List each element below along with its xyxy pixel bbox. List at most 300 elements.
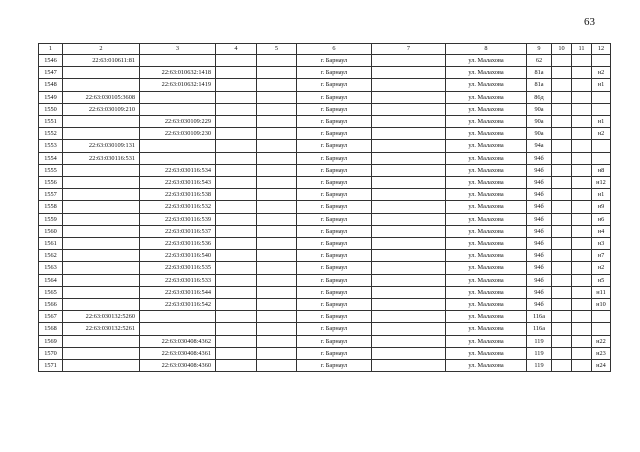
cell-11 xyxy=(572,360,592,372)
house-number: 86д xyxy=(527,91,552,103)
cell-7 xyxy=(372,299,446,311)
cell-11 xyxy=(572,323,592,335)
cadastral-number-premises xyxy=(140,140,216,152)
column-header-8: 8 xyxy=(446,44,527,55)
street: ул. Малахова xyxy=(446,286,527,298)
city: г. Барнаул xyxy=(297,238,372,250)
street: ул. Малахова xyxy=(446,262,527,274)
page-number: 63 xyxy=(584,16,595,28)
room-number: н5 xyxy=(592,274,611,286)
cell-10 xyxy=(552,213,572,225)
cell-10 xyxy=(552,140,572,152)
cell-7 xyxy=(372,250,446,262)
row-number: 1547 xyxy=(39,67,63,79)
house-number: 94б xyxy=(527,201,552,213)
column-header-9: 9 xyxy=(527,44,552,55)
cadastral-number-premises: 22:63:030109:230 xyxy=(140,128,216,140)
cadastral-number-land xyxy=(63,286,140,298)
cell-11 xyxy=(572,299,592,311)
house-number: 116а xyxy=(527,323,552,335)
cell-4 xyxy=(216,299,257,311)
cadastral-number-premises: 22:63:030408:4362 xyxy=(140,335,216,347)
cell-11 xyxy=(572,250,592,262)
row-number: 1548 xyxy=(39,79,63,91)
house-number: 94б xyxy=(527,274,552,286)
city: г. Барнаул xyxy=(297,225,372,237)
cell-5 xyxy=(257,55,297,67)
house-number: 94б xyxy=(527,250,552,262)
table-row xyxy=(39,238,611,250)
house-number: 94б xyxy=(527,238,552,250)
room-number: н8 xyxy=(592,164,611,176)
cell-7 xyxy=(372,323,446,335)
cadastral-number-land xyxy=(63,189,140,201)
cell-11 xyxy=(572,238,592,250)
cell-11 xyxy=(572,189,592,201)
cell-5 xyxy=(257,67,297,79)
table-row xyxy=(39,152,611,164)
cell-5 xyxy=(257,311,297,323)
cell-4 xyxy=(216,286,257,298)
header-row xyxy=(39,44,611,55)
cell-4 xyxy=(216,164,257,176)
cell-7 xyxy=(372,335,446,347)
city: г. Барнаул xyxy=(297,177,372,189)
street: ул. Малахова xyxy=(446,152,527,164)
cadastral-number-land xyxy=(63,274,140,286)
cell-11 xyxy=(572,213,592,225)
cell-4 xyxy=(216,262,257,274)
cadastral-number-premises: 22:63:010632:1419 xyxy=(140,79,216,91)
row-number: 1550 xyxy=(39,103,63,115)
cadastral-number-land xyxy=(63,225,140,237)
row-number: 1570 xyxy=(39,347,63,359)
cadastral-number-premises: 22:63:030109:229 xyxy=(140,116,216,128)
cadastral-number-premises xyxy=(140,55,216,67)
cell-4 xyxy=(216,347,257,359)
city: г. Барнаул xyxy=(297,128,372,140)
street: ул. Малахова xyxy=(446,238,527,250)
cell-5 xyxy=(257,262,297,274)
cell-10 xyxy=(552,201,572,213)
street: ул. Малахова xyxy=(446,250,527,262)
cadastral-number-land xyxy=(63,213,140,225)
cadastral-number-land xyxy=(63,360,140,372)
table-row xyxy=(39,177,611,189)
cell-4 xyxy=(216,152,257,164)
city: г. Барнаул xyxy=(297,91,372,103)
cell-10 xyxy=(552,152,572,164)
city: г. Барнаул xyxy=(297,201,372,213)
table-row xyxy=(39,360,611,372)
cell-4 xyxy=(216,238,257,250)
cell-10 xyxy=(552,79,572,91)
street: ул. Малахова xyxy=(446,140,527,152)
cadastral-number-premises: 22:63:030116:538 xyxy=(140,189,216,201)
cell-10 xyxy=(552,262,572,274)
cell-4 xyxy=(216,177,257,189)
house-number: 62 xyxy=(527,55,552,67)
city: г. Барнаул xyxy=(297,140,372,152)
cell-11 xyxy=(572,201,592,213)
cell-7 xyxy=(372,67,446,79)
cell-11 xyxy=(572,274,592,286)
table-row xyxy=(39,189,611,201)
cell-5 xyxy=(257,201,297,213)
cell-7 xyxy=(372,152,446,164)
cell-10 xyxy=(552,128,572,140)
house-number: 94б xyxy=(527,189,552,201)
cell-11 xyxy=(572,79,592,91)
cell-5 xyxy=(257,103,297,115)
house-number: 90а xyxy=(527,103,552,115)
cell-7 xyxy=(372,274,446,286)
city: г. Барнаул xyxy=(297,286,372,298)
street: ул. Малахова xyxy=(446,189,527,201)
row-number: 1562 xyxy=(39,250,63,262)
street: ул. Малахова xyxy=(446,299,527,311)
cell-5 xyxy=(257,177,297,189)
cell-7 xyxy=(372,55,446,67)
cell-7 xyxy=(372,140,446,152)
cadastral-number-premises: 22:63:030116:537 xyxy=(140,225,216,237)
cadastral-number-premises: 22:63:030116:532 xyxy=(140,201,216,213)
cell-5 xyxy=(257,152,297,164)
table-row xyxy=(39,323,611,335)
house-number: 119 xyxy=(527,347,552,359)
cell-11 xyxy=(572,103,592,115)
cell-5 xyxy=(257,116,297,128)
house-number: 90а xyxy=(527,128,552,140)
room-number xyxy=(592,103,611,115)
cell-7 xyxy=(372,238,446,250)
cadastral-number-land xyxy=(63,238,140,250)
city: г. Барнаул xyxy=(297,311,372,323)
cell-10 xyxy=(552,360,572,372)
row-number: 1558 xyxy=(39,201,63,213)
room-number: н1 xyxy=(592,79,611,91)
cell-10 xyxy=(552,347,572,359)
room-number: н9 xyxy=(592,201,611,213)
street: ул. Малахова xyxy=(446,201,527,213)
room-number: н22 xyxy=(592,335,611,347)
cell-10 xyxy=(552,55,572,67)
table-row xyxy=(39,225,611,237)
street: ул. Малахова xyxy=(446,128,527,140)
cell-11 xyxy=(572,335,592,347)
cadastral-number-land: 22:63:030132:5261 xyxy=(63,323,140,335)
city: г. Барнаул xyxy=(297,189,372,201)
house-number: 90а xyxy=(527,116,552,128)
street: ул. Малахова xyxy=(446,103,527,115)
street: ул. Малахова xyxy=(446,323,527,335)
cadastral-number-land: 22:63:010611:81 xyxy=(63,55,140,67)
cell-10 xyxy=(552,250,572,262)
cadastral-number-land xyxy=(63,262,140,274)
row-number: 1560 xyxy=(39,225,63,237)
column-header-6: 6 xyxy=(297,44,372,55)
cell-7 xyxy=(372,360,446,372)
room-number: н1 xyxy=(592,116,611,128)
cadastral-number-premises xyxy=(140,311,216,323)
city: г. Барнаул xyxy=(297,55,372,67)
cadastral-number-premises: 22:63:030408:4360 xyxy=(140,360,216,372)
cell-7 xyxy=(372,225,446,237)
cell-5 xyxy=(257,91,297,103)
city: г. Барнаул xyxy=(297,164,372,176)
city: г. Барнаул xyxy=(297,347,372,359)
house-number: 94а xyxy=(527,140,552,152)
cadastral-number-land xyxy=(63,299,140,311)
table-row xyxy=(39,201,611,213)
registry-table xyxy=(38,43,611,372)
cell-11 xyxy=(572,347,592,359)
cadastral-number-premises xyxy=(140,323,216,335)
cell-7 xyxy=(372,91,446,103)
house-number: 94б xyxy=(527,225,552,237)
row-number: 1555 xyxy=(39,164,63,176)
cadastral-number-land: 22:63:030132:5260 xyxy=(63,311,140,323)
street: ул. Малахова xyxy=(446,79,527,91)
cell-5 xyxy=(257,347,297,359)
cell-11 xyxy=(572,67,592,79)
cell-4 xyxy=(216,274,257,286)
cell-11 xyxy=(572,177,592,189)
house-number: 116а xyxy=(527,311,552,323)
row-number: 1549 xyxy=(39,91,63,103)
cell-4 xyxy=(216,250,257,262)
cell-4 xyxy=(216,335,257,347)
cadastral-number-land xyxy=(63,201,140,213)
room-number: н23 xyxy=(592,347,611,359)
column-header-4: 4 xyxy=(216,44,257,55)
cell-7 xyxy=(372,116,446,128)
cadastral-number-premises: 22:63:030116:533 xyxy=(140,274,216,286)
table-row xyxy=(39,55,611,67)
room-number xyxy=(592,152,611,164)
cell-10 xyxy=(552,91,572,103)
cadastral-number-land xyxy=(63,347,140,359)
row-number: 1551 xyxy=(39,116,63,128)
table-row xyxy=(39,67,611,79)
cell-7 xyxy=(372,128,446,140)
cadastral-number-premises: 22:63:030408:4361 xyxy=(140,347,216,359)
column-header-2: 2 xyxy=(63,44,140,55)
row-number: 1566 xyxy=(39,299,63,311)
cell-4 xyxy=(216,67,257,79)
cell-4 xyxy=(216,91,257,103)
room-number xyxy=(592,91,611,103)
house-number: 81а xyxy=(527,67,552,79)
cadastral-number-premises: 22:63:030116:535 xyxy=(140,262,216,274)
house-number: 94б xyxy=(527,262,552,274)
cadastral-number-land xyxy=(63,164,140,176)
city: г. Барнаул xyxy=(297,152,372,164)
cell-10 xyxy=(552,238,572,250)
room-number: н7 xyxy=(592,250,611,262)
house-number: 119 xyxy=(527,335,552,347)
cell-4 xyxy=(216,128,257,140)
row-number: 1568 xyxy=(39,323,63,335)
row-number: 1559 xyxy=(39,213,63,225)
table-row xyxy=(39,140,611,152)
table-row xyxy=(39,79,611,91)
street: ул. Малахова xyxy=(446,335,527,347)
cell-10 xyxy=(552,286,572,298)
column-header-7: 7 xyxy=(372,44,446,55)
city: г. Барнаул xyxy=(297,335,372,347)
room-number: н24 xyxy=(592,360,611,372)
city: г. Барнаул xyxy=(297,213,372,225)
cell-11 xyxy=(572,286,592,298)
row-number: 1556 xyxy=(39,177,63,189)
cell-5 xyxy=(257,128,297,140)
cell-4 xyxy=(216,79,257,91)
table-row xyxy=(39,128,611,140)
house-number: 94б xyxy=(527,286,552,298)
cell-5 xyxy=(257,164,297,176)
cadastral-number-land xyxy=(63,335,140,347)
cell-11 xyxy=(572,164,592,176)
room-number: н3 xyxy=(592,238,611,250)
street: ул. Малахова xyxy=(446,116,527,128)
room-number: н11 xyxy=(592,286,611,298)
room-number: н2 xyxy=(592,67,611,79)
cell-11 xyxy=(572,55,592,67)
row-number: 1567 xyxy=(39,311,63,323)
cell-4 xyxy=(216,140,257,152)
cell-7 xyxy=(372,286,446,298)
cell-5 xyxy=(257,323,297,335)
city: г. Барнаул xyxy=(297,274,372,286)
row-number: 1571 xyxy=(39,360,63,372)
cadastral-number-premises: 22:63:030116:539 xyxy=(140,213,216,225)
cell-10 xyxy=(552,299,572,311)
room-number: н12 xyxy=(592,177,611,189)
column-header-12: 12 xyxy=(592,44,611,55)
cadastral-number-premises xyxy=(140,91,216,103)
cell-7 xyxy=(372,213,446,225)
cell-11 xyxy=(572,262,592,274)
street: ул. Малахова xyxy=(446,164,527,176)
cell-10 xyxy=(552,311,572,323)
table-row xyxy=(39,274,611,286)
row-number: 1563 xyxy=(39,262,63,274)
room-number: н4 xyxy=(592,225,611,237)
table-row xyxy=(39,213,611,225)
cell-10 xyxy=(552,274,572,286)
cell-5 xyxy=(257,335,297,347)
cell-4 xyxy=(216,55,257,67)
house-number: 119 xyxy=(527,360,552,372)
column-header-11: 11 xyxy=(572,44,592,55)
cell-10 xyxy=(552,103,572,115)
table-row xyxy=(39,311,611,323)
cadastral-number-premises: 22:63:030116:540 xyxy=(140,250,216,262)
row-number: 1561 xyxy=(39,238,63,250)
cell-7 xyxy=(372,262,446,274)
column-header-3: 3 xyxy=(140,44,216,55)
cadastral-number-land: 22:63:030105:3608 xyxy=(63,91,140,103)
city: г. Барнаул xyxy=(297,103,372,115)
cell-5 xyxy=(257,274,297,286)
table-row xyxy=(39,116,611,128)
cell-7 xyxy=(372,103,446,115)
cell-4 xyxy=(216,116,257,128)
column-header-5: 5 xyxy=(257,44,297,55)
cell-4 xyxy=(216,189,257,201)
table-row xyxy=(39,335,611,347)
cadastral-number-land: 22:63:030109:131 xyxy=(63,140,140,152)
cadastral-number-land xyxy=(63,79,140,91)
cell-5 xyxy=(257,299,297,311)
cell-4 xyxy=(216,323,257,335)
table-row xyxy=(39,299,611,311)
table-row xyxy=(39,91,611,103)
cell-4 xyxy=(216,201,257,213)
cell-11 xyxy=(572,91,592,103)
cadastral-number-premises xyxy=(140,152,216,164)
column-header-1: 1 xyxy=(39,44,63,55)
city: г. Барнаул xyxy=(297,116,372,128)
city: г. Барнаул xyxy=(297,299,372,311)
cadastral-number-land xyxy=(63,67,140,79)
house-number: 81а xyxy=(527,79,552,91)
cell-4 xyxy=(216,225,257,237)
cell-7 xyxy=(372,189,446,201)
room-number: н2 xyxy=(592,128,611,140)
cell-10 xyxy=(552,335,572,347)
room-number: н2 xyxy=(592,262,611,274)
cell-4 xyxy=(216,311,257,323)
cell-10 xyxy=(552,164,572,176)
cell-11 xyxy=(572,128,592,140)
cell-10 xyxy=(552,116,572,128)
room-number xyxy=(592,323,611,335)
cell-7 xyxy=(372,164,446,176)
street: ул. Малахова xyxy=(446,225,527,237)
street: ул. Малахова xyxy=(446,177,527,189)
room-number: н6 xyxy=(592,213,611,225)
row-number: 1564 xyxy=(39,274,63,286)
street: ул. Малахова xyxy=(446,67,527,79)
row-number: 1553 xyxy=(39,140,63,152)
cell-5 xyxy=(257,189,297,201)
city: г. Барнаул xyxy=(297,360,372,372)
cell-5 xyxy=(257,250,297,262)
cell-11 xyxy=(572,152,592,164)
row-number: 1565 xyxy=(39,286,63,298)
street: ул. Малахова xyxy=(446,347,527,359)
row-number: 1546 xyxy=(39,55,63,67)
cell-10 xyxy=(552,67,572,79)
table-row xyxy=(39,286,611,298)
cell-7 xyxy=(372,201,446,213)
row-number: 1554 xyxy=(39,152,63,164)
row-number: 1552 xyxy=(39,128,63,140)
room-number xyxy=(592,311,611,323)
cell-11 xyxy=(572,140,592,152)
cadastral-number-premises: 22:63:030116:536 xyxy=(140,238,216,250)
cell-11 xyxy=(572,116,592,128)
cadastral-number-premises: 22:63:010632:1418 xyxy=(140,67,216,79)
house-number: 94б xyxy=(527,177,552,189)
cadastral-number-land xyxy=(63,128,140,140)
cell-10 xyxy=(552,225,572,237)
street: ул. Малахова xyxy=(446,311,527,323)
cell-4 xyxy=(216,213,257,225)
room-number: н1 xyxy=(592,189,611,201)
